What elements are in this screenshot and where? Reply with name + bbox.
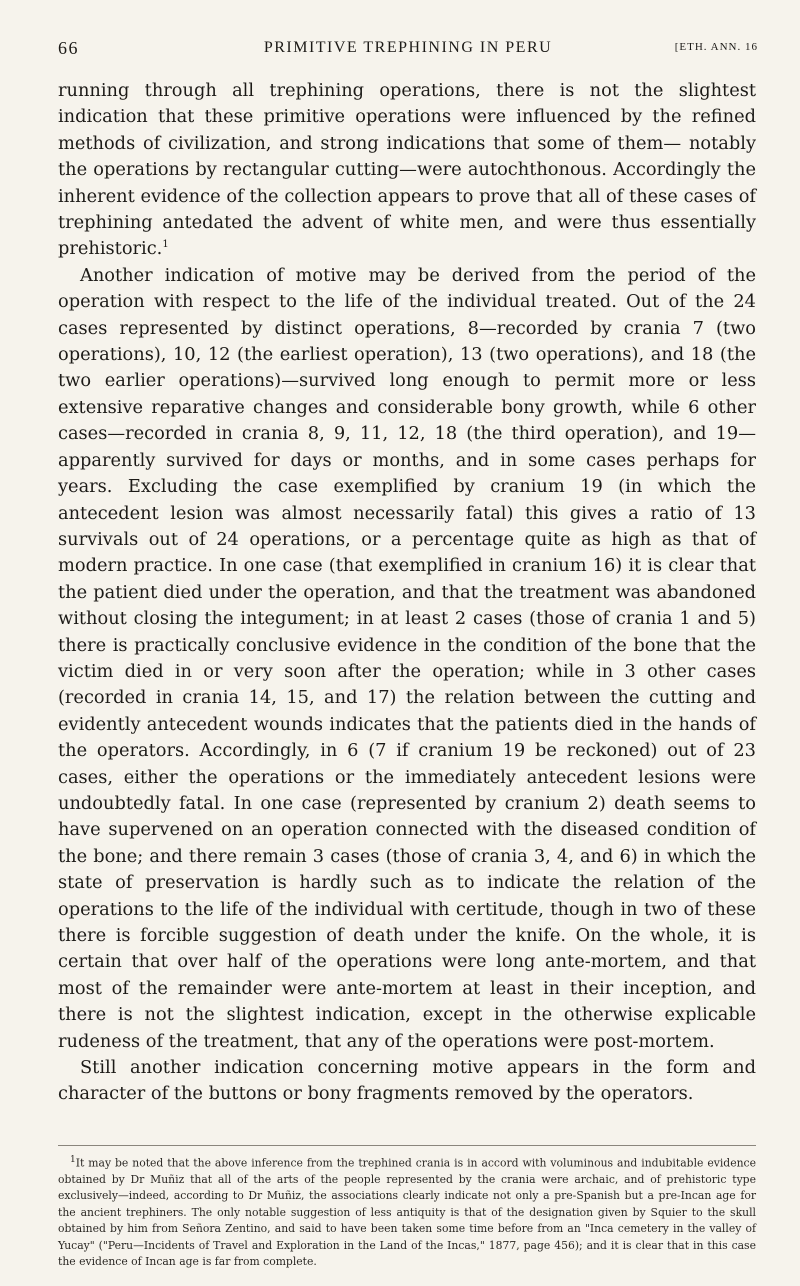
footnote-text: It may be noted that the above inference from the trephined crania is in accord with voluminous and indubitable evidence obtained by Dr Muñiz that all of the arts of the people represented by the crania were archaic, and of prehistoric type exclusively—indeed, according to Dr Muñiz, the associations clearly indicate not only a pre-Spanish but a pre-Incan age for the ancient trephiners. The only notable suggestion of less antiquity is that of the designation given by Squier to the skull obtained by him from Señora Zentino, and said to have been taken some time before from an "Inca cemetery in the valley of Yucay" ("Peru—Incidents of Travel and Exploration in the Land of the Incas," 1877, page 456); and it is clear that in this case the evidence of Incan age is far from complete.: [58, 1156, 756, 1269]
body-text: [58, 78, 756, 1108]
series-tag: [ETH. ANN. 16: [674, 41, 758, 53]
footnote: [58, 1152, 756, 1270]
page-number: 66: [58, 38, 79, 58]
paragraph-text: running through all trephining operations, there is not the slightest indication that these primitive operations were influenced by the refined methods of civilization, and strong indications that some of them— notably the operations by rectangular cutting—were autochthonous. Accordingly the inherent evidence of the collection appears to prove that all of these cases of trephining antedated the advent of white men, and were thus essentially prehistoric.: [58, 80, 756, 260]
paragraph-continuation: [58, 78, 756, 263]
footnote-reference: 1: [162, 239, 169, 251]
footnote-marker: 1: [70, 1155, 76, 1165]
running-header: [58, 38, 758, 60]
paragraph: Another indication of motive may be derived from the period of the operation with respect to the life of the individual treated. Out of the 24 cases represented by distinct operations, 8—recorded by crania 7 (two operations), 10, 12 (the earliest operation), 13 (two operations), and 18 (the two earlier operations)—survived long enough to permit more or less extensive reparative changes and considerable bony growth, while 6 other cases—recorded in crania 8, 9, 11, 12, 18 (the third operation), and 19—apparently survived for days or months, and in some cases perhaps for years. Excluding the case exemplified by cranium 19 (in which the antecedent lesion was almost necessarily fatal) this gives a ratio of 13 survivals out of 24 operations, or a percentage quite as high as that of modern practice. In one case (that exemplified in cranium 16) it is clear that the patient died under the operation, and that the treatment was abandoned without closing the integument; in at least 2 cases (those of crania 1 and 5) there is practically conclusive evidence in the condition of the bone that the victim died in or very soon after the operation; while in 3 other cases (recorded in crania 14, 15, and 17) the relation between the cutting and evidently antecedent wounds indicates that the patients died in the hands of the operators. Accordingly, in 6 (7 if cranium 19 be reckoned) out of 23 cases, either the operations or the immediately antecedent lesions were undoubtedly fatal. In one case (represented by cranium 2) death seems to have supervened on an operation connected with the diseased condition of the bone; and there remain 3 cases (those of crania 3, 4, and 6) in which the state of preservation is hardly such as to indicate the relation of the operations to the life of the individual with certitude, though in two of these there is forcible suggestion of death under the knife. On the whole, it is certain that over half of the operations were long ante-mortem, and that most of the remainder were ante-mortem at least in their inception, and there is not the slightest indication, except in the otherwise explicable rudeness of the treatment, that any of the operations were post-mortem.: [58, 264, 756, 1052]
footnote-divider: [58, 1145, 756, 1146]
paragraph: Still another indication concerning motive appears in the form and character of the buttons or bony fragments removed by the operators.: [58, 1057, 756, 1105]
running-title: PRIMITIVE TREPHINING IN PERU: [263, 39, 553, 56]
